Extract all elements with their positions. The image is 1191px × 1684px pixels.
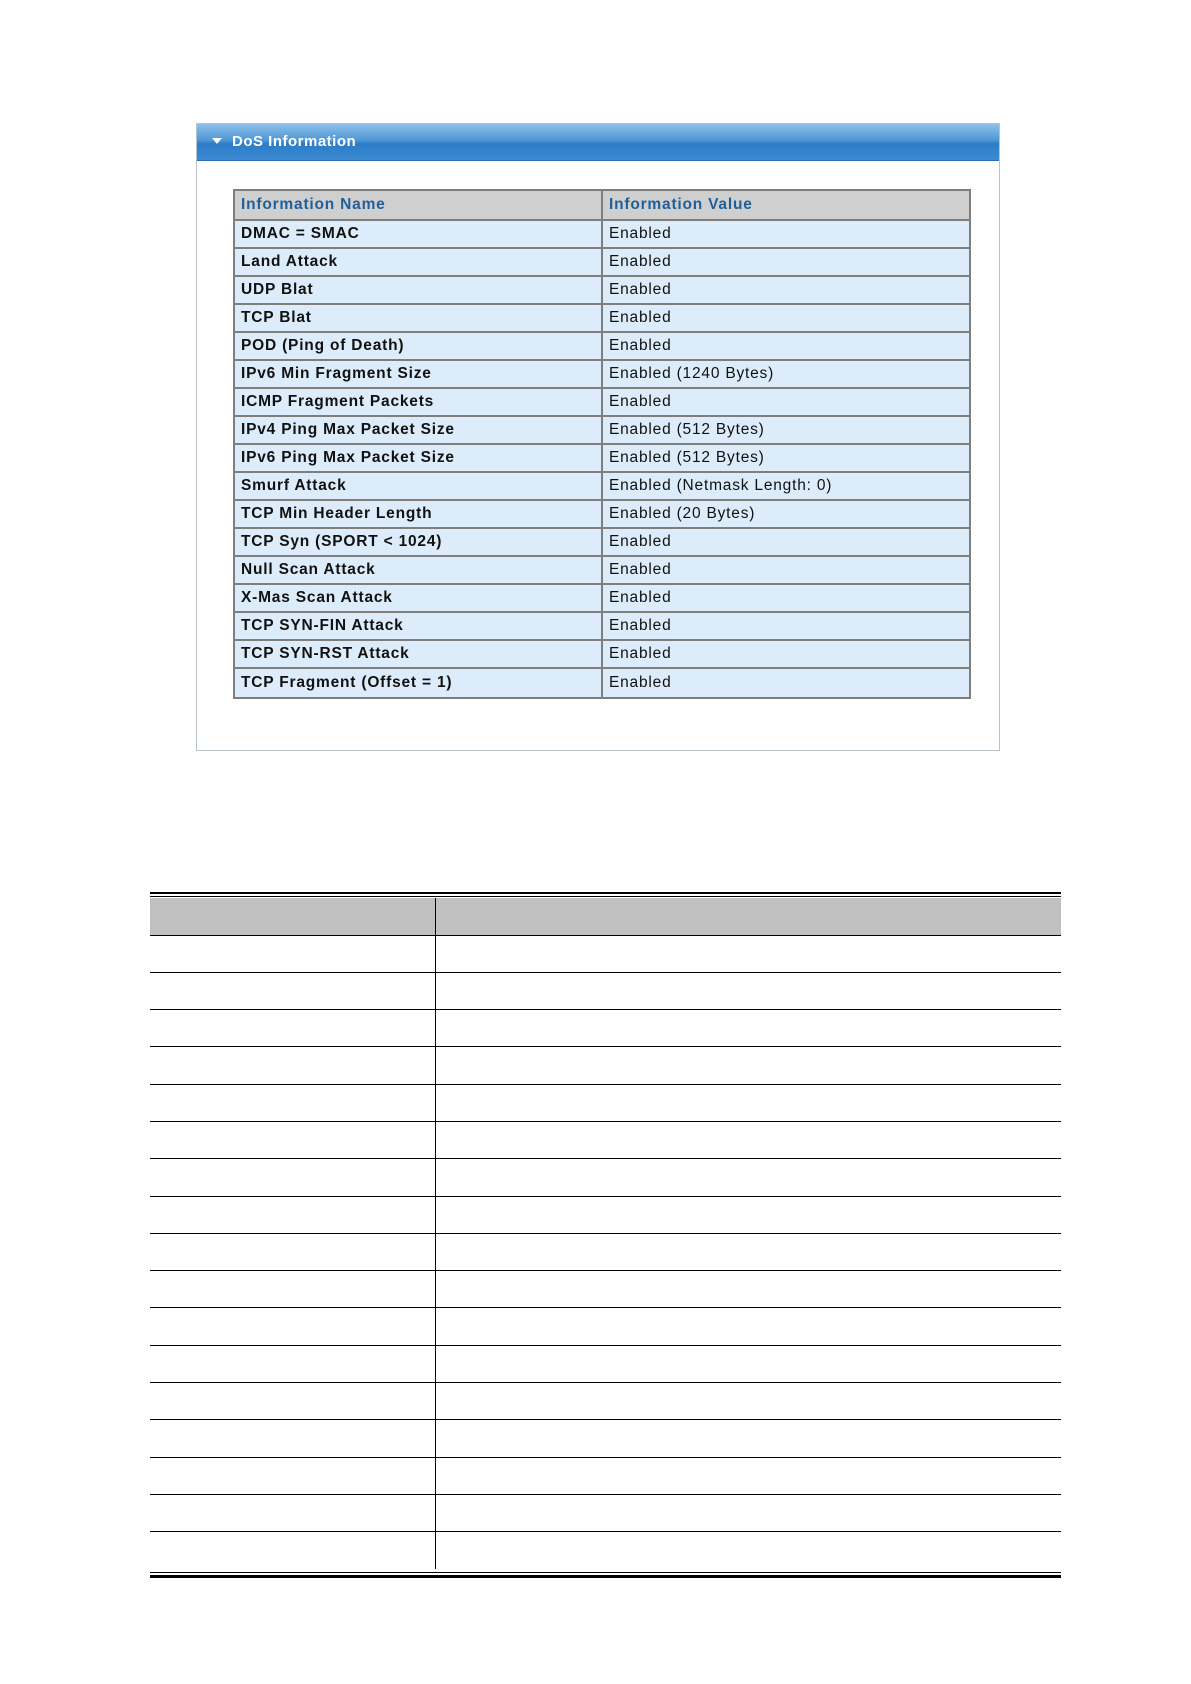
doc-cell-object — [150, 1159, 435, 1196]
table-row — [235, 305, 969, 333]
doc-table-row — [150, 1308, 1061, 1345]
row-name: TCP Syn (SPORT < 1024) — [235, 529, 603, 557]
doc-table-row — [150, 1047, 1061, 1084]
row-value: Enabled — [603, 333, 969, 361]
doc-table-bottom-rule — [150, 1575, 1061, 1578]
doc-cell-object — [150, 1532, 435, 1569]
doc-cell-object — [150, 972, 435, 1009]
doc-cell-description — [435, 1420, 1061, 1457]
row-name: Smurf Attack — [235, 473, 603, 501]
doc-cell-object — [150, 1121, 435, 1158]
row-value: Enabled — [603, 389, 969, 417]
doc-cell-object — [150, 1457, 435, 1494]
panel-header[interactable] — [197, 124, 999, 161]
table-row — [235, 277, 969, 305]
doc-table-header-row — [150, 898, 1061, 935]
doc-cell-object — [150, 1010, 435, 1047]
row-value: Enabled (512 Bytes) — [603, 445, 969, 473]
doc-table-row — [150, 1159, 1061, 1196]
dos-information-table — [233, 189, 971, 699]
doc-table-row — [150, 935, 1061, 972]
doc-cell-description — [435, 1308, 1061, 1345]
doc-cell-object — [150, 1271, 435, 1308]
dos-information-panel — [196, 123, 1000, 751]
doc-cell-description — [435, 1233, 1061, 1270]
row-name: UDP Blat — [235, 277, 603, 305]
table-row — [235, 473, 969, 501]
doc-cell-object — [150, 935, 435, 972]
doc-cell-object — [150, 1383, 435, 1420]
doc-header-cell-object — [150, 898, 435, 935]
doc-table-bottom-rule-inner — [150, 1572, 1061, 1573]
doc-cell-description — [435, 1084, 1061, 1121]
table-row — [235, 613, 969, 641]
row-value: Enabled — [603, 613, 969, 641]
row-name: TCP SYN-RST Attack — [235, 641, 603, 669]
row-name: Land Attack — [235, 249, 603, 277]
doc-table-row — [150, 1494, 1061, 1531]
table-header-row — [235, 191, 969, 221]
row-value: Enabled (Netmask Length: 0) — [603, 473, 969, 501]
doc-cell-object — [150, 1420, 435, 1457]
doc-cell-object — [150, 1494, 435, 1531]
collapse-triangle-icon[interactable] — [212, 138, 222, 144]
table-row — [235, 641, 969, 669]
row-value: Enabled — [603, 221, 969, 249]
row-value: Enabled — [603, 557, 969, 585]
doc-cell-description — [435, 1159, 1061, 1196]
doc-table-row — [150, 1010, 1061, 1047]
doc-cell-object — [150, 1233, 435, 1270]
table-row — [235, 445, 969, 473]
doc-cell-object — [150, 1047, 435, 1084]
row-name: Null Scan Attack — [235, 557, 603, 585]
row-value: Enabled — [603, 249, 969, 277]
doc-table-row — [150, 1121, 1061, 1158]
doc-cell-description — [435, 935, 1061, 972]
row-value: Enabled — [603, 529, 969, 557]
doc-cell-description — [435, 1345, 1061, 1382]
doc-cell-description — [435, 1196, 1061, 1233]
doc-cell-object — [150, 1345, 435, 1382]
row-name: TCP Blat — [235, 305, 603, 333]
table-row — [235, 585, 969, 613]
doc-table-row — [150, 1420, 1061, 1457]
table-row — [235, 417, 969, 445]
row-name: ICMP Fragment Packets — [235, 389, 603, 417]
doc-table-row — [150, 1457, 1061, 1494]
doc-table-row — [150, 1532, 1061, 1569]
doc-cell-description — [435, 1047, 1061, 1084]
table-row — [235, 221, 969, 249]
doc-cell-object — [150, 1084, 435, 1121]
row-name: X-Mas Scan Attack — [235, 585, 603, 613]
row-value: Enabled (20 Bytes) — [603, 501, 969, 529]
row-value: Enabled — [603, 585, 969, 613]
doc-header-cell-description — [435, 898, 1061, 935]
doc-cell-object — [150, 1196, 435, 1233]
row-value: Enabled — [603, 277, 969, 305]
table-row — [235, 557, 969, 585]
table-row — [235, 361, 969, 389]
table-row — [235, 249, 969, 277]
doc-table-row — [150, 1084, 1061, 1121]
doc-table-row — [150, 972, 1061, 1009]
table-row — [235, 669, 969, 697]
doc-cell-description — [435, 1494, 1061, 1531]
row-name: TCP Min Header Length — [235, 501, 603, 529]
doc-cell-description — [435, 1383, 1061, 1420]
doc-cell-description — [435, 1457, 1061, 1494]
doc-cell-description — [435, 1271, 1061, 1308]
column-header-information-name: Information Name — [235, 191, 603, 221]
table-row — [235, 529, 969, 557]
column-header-information-value: Information Value — [603, 191, 969, 221]
row-name: TCP SYN-FIN Attack — [235, 613, 603, 641]
table-row — [235, 333, 969, 361]
row-name: IPv4 Ping Max Packet Size — [235, 417, 603, 445]
row-name: POD (Ping of Death) — [235, 333, 603, 361]
row-name: TCP Fragment (Offset = 1) — [235, 669, 603, 697]
row-name: IPv6 Min Fragment Size — [235, 361, 603, 389]
doc-cell-description — [435, 972, 1061, 1009]
doc-cell-object — [150, 1308, 435, 1345]
row-name: IPv6 Ping Max Packet Size — [235, 445, 603, 473]
row-value: Enabled — [603, 305, 969, 333]
row-name: DMAC = SMAC — [235, 221, 603, 249]
doc-table-top-rule — [150, 892, 1061, 894]
doc-table-top-rule-inner — [150, 896, 1061, 897]
row-value: Enabled (1240 Bytes) — [603, 361, 969, 389]
doc-cell-description — [435, 1121, 1061, 1158]
doc-table-row — [150, 1196, 1061, 1233]
doc-table-row — [150, 1271, 1061, 1308]
doc-table-row — [150, 1233, 1061, 1270]
doc-description-table — [150, 898, 1061, 1569]
row-value: Enabled — [603, 641, 969, 669]
doc-table-row — [150, 1345, 1061, 1382]
table-row — [235, 501, 969, 529]
doc-cell-description — [435, 1532, 1061, 1569]
doc-table-row — [150, 1383, 1061, 1420]
panel-title: DoS Information — [232, 133, 357, 150]
table-row — [235, 389, 969, 417]
row-value: Enabled — [603, 669, 969, 697]
row-value: Enabled (512 Bytes) — [603, 417, 969, 445]
doc-cell-description — [435, 1010, 1061, 1047]
